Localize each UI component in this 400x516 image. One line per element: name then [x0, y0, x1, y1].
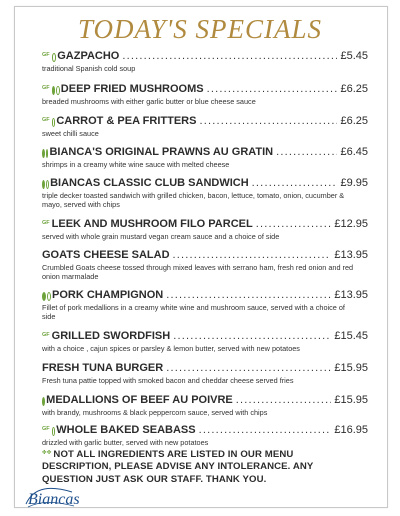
gluten-free-icon: GF	[42, 332, 50, 338]
green-diet-icon	[42, 180, 45, 189]
dish-name: GAZPACHO	[57, 50, 120, 62]
dish-description: shrimps in a creamy white wine sauce with melted cheese	[42, 160, 230, 169]
biancas-logo: Biancas	[28, 491, 80, 508]
dish-price: £13.95	[334, 289, 368, 301]
dot-leader	[173, 330, 331, 343]
dot-leader	[122, 50, 337, 63]
dish-price: £15.45	[334, 330, 368, 342]
page-title: TODAY'S SPECIALS	[77, 14, 323, 44]
dish-price: £15.95	[334, 394, 368, 406]
menu-item	[42, 177, 368, 210]
gluten-free-icon: GF	[42, 85, 50, 91]
dish-description: Fillet of pork medallions in a creamy white wine and mushroom sauce, served with a choice of side	[42, 303, 345, 322]
gluten-free-icon: GF	[42, 426, 50, 432]
vegetarian-icon	[46, 180, 49, 189]
dish-description: traditional Spanish cold soup	[42, 64, 136, 73]
dish-name: MEDALLIONS OF BEEF AU POIVRE	[46, 394, 233, 406]
dot-leader	[252, 177, 338, 190]
green-diet-icon	[42, 397, 45, 406]
green-diet-icon	[42, 149, 45, 158]
vegetarian-icon	[47, 292, 51, 301]
dish-description: breaded mushrooms with either garlic butter or blue cheese sauce	[42, 97, 256, 106]
dish-description: drizzled with garlic butter, served with new potatoes	[42, 438, 209, 447]
vegetarian-icon	[46, 149, 49, 158]
menu-item	[42, 115, 368, 138]
vegetarian-icon	[52, 427, 56, 436]
menu-item	[42, 394, 368, 417]
dish-name: WHOLE BAKED SEABASS	[56, 424, 196, 436]
menu-item	[42, 83, 368, 106]
dish-name: CARROT & PEA FRITTERS	[56, 115, 197, 127]
dish-name: BIANCAS CLASSIC CLUB SANDWICH	[50, 177, 249, 189]
vegetarian-icon	[52, 118, 56, 127]
dot-leader	[166, 362, 331, 375]
menu-item	[42, 146, 368, 169]
dot-leader	[276, 146, 337, 159]
dish-name: FRESH TUNA BURGER	[42, 362, 164, 374]
dish-description: Fresh tuna pattie topped with smoked bacon and cheddar cheese served fries	[42, 376, 294, 385]
menu-item	[42, 50, 368, 73]
menu-item	[42, 249, 368, 282]
menu-item	[42, 289, 368, 322]
dot-leader	[173, 249, 332, 262]
dish-name: DEEP FRIED MUSHROOMS	[60, 83, 204, 95]
dish-price: £5.45	[340, 50, 368, 62]
menu-item	[42, 362, 368, 385]
dish-name: GOATS CHEESE SALAD	[42, 249, 170, 261]
dot-leader	[166, 289, 331, 302]
leaf-icon: ✤✤	[42, 450, 52, 456]
dish-price: £6.45	[340, 146, 368, 158]
dish-name: GRILLED SWORDFISH	[51, 330, 171, 342]
allergy-notice-text: NOT ALL INGREDIENTS ARE LISTED IN OUR MENU DESCRIPTION, PLEASE ADVISE ANY INTOLERANCE. ANY QUESTION JUST ASK OUR STAFF. THANK YOU.	[42, 448, 314, 486]
dish-description: Crumbled Goats cheese tossed through mixed leaves with serrano ham, fresh red onion and red onion marmalade	[42, 263, 354, 282]
gluten-free-icon: GF	[42, 117, 50, 123]
allergy-notice	[42, 448, 352, 487]
menu-item	[42, 424, 368, 447]
dish-name: BIANCA'S ORIGINAL PRAWNS AU GRATIN	[49, 146, 274, 158]
green-diet-icon	[52, 86, 56, 95]
dot-leader	[256, 218, 332, 231]
dish-description: triple decker toasted sandwich with grilled chicken, bacon, lettuce, tomato, onion, cucumber & mayo, served with chips	[42, 191, 345, 210]
dish-price: £12.95	[334, 218, 368, 230]
dish-description: sweet chilli sauce	[42, 129, 99, 138]
dish-description: with a choice , cajun spices or parsley & lemon butter, served with new potatoes	[42, 344, 300, 353]
dot-leader	[199, 115, 337, 128]
dish-description: served with whole grain mustard vegan cream sauce and a choice of side	[42, 232, 280, 241]
vegetarian-icon	[56, 86, 60, 95]
dish-price: £9.95	[340, 177, 368, 189]
dot-leader	[199, 424, 332, 437]
vegetarian-icon	[52, 53, 57, 62]
gluten-free-icon: GF	[42, 220, 50, 226]
gluten-free-icon: GF	[42, 52, 50, 58]
dish-description: with brandy, mushrooms & black peppercorn sauce, served with chips	[42, 408, 268, 417]
menu-item	[42, 218, 368, 241]
dish-price: £6.25	[340, 115, 368, 127]
dish-name: PORK CHAMPIGNON	[52, 289, 164, 301]
dish-price: £15.95	[334, 362, 368, 374]
dish-name: LEEK AND MUSHROOM FILO PARCEL	[51, 218, 253, 230]
dot-leader	[236, 394, 332, 407]
dish-price: £13.95	[334, 249, 368, 261]
green-diet-icon	[42, 292, 46, 301]
menu-item	[42, 330, 368, 353]
dish-price: £6.25	[340, 83, 368, 95]
dish-price: £16.95	[334, 424, 368, 436]
dot-leader	[207, 83, 338, 96]
